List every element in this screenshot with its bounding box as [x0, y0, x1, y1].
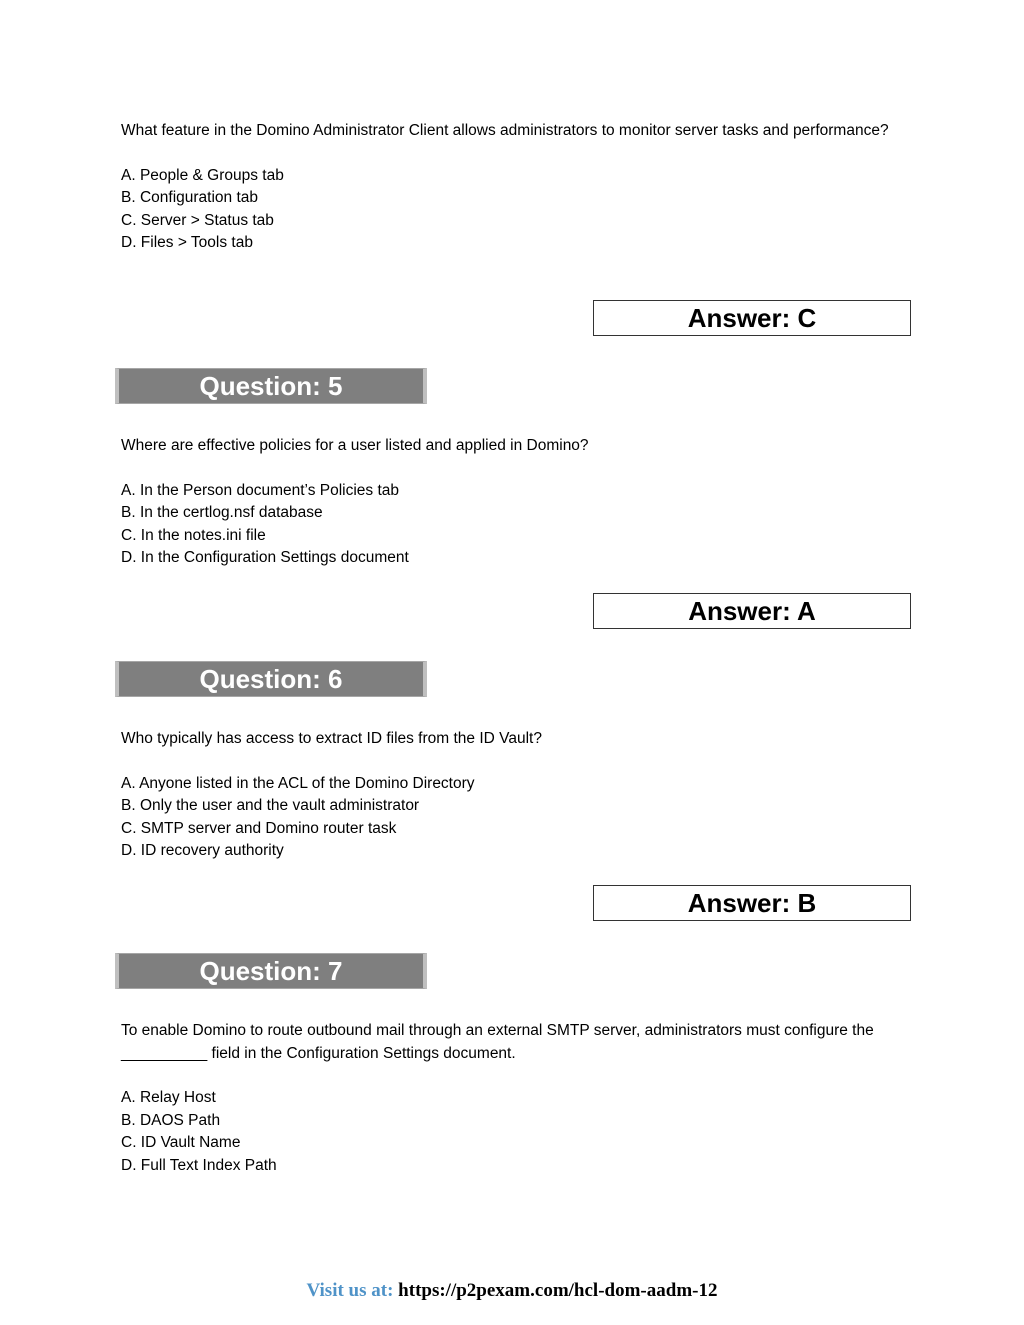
question-6-block: [121, 728, 911, 863]
option-b: B. DAOS Path: [121, 1111, 221, 1129]
option-d: D. Full Text Index Path: [121, 1156, 277, 1174]
question-5-heading: Question: 5: [115, 368, 427, 404]
option-a: A. People & Groups tab: [121, 166, 284, 184]
option-b: B. Only the user and the vault administrator: [121, 797, 420, 814]
question-6-text: Who typically has access to extract ID files from the ID Vault?: [121, 730, 542, 747]
question-7-options: [121, 1087, 911, 1177]
answer-box-q6: Answer: B: [593, 885, 911, 921]
option-c: C. In the notes.ini file: [121, 526, 266, 544]
question-6-options: [121, 773, 911, 863]
option-d: D. In the Configuration Settings document: [121, 549, 409, 566]
option-c: C. Server > Status tab: [121, 211, 274, 229]
answer-box-q5: Answer: A: [593, 593, 911, 629]
option-a: A. Anyone listed in the ACL of the Domino Directory: [121, 774, 475, 792]
question-7-block: [121, 1020, 911, 1177]
question-4-text: What feature in the Domino Administrator Client allows administrators to monitor server tasks and performance?: [121, 122, 889, 139]
question-7-heading: Question: 7: [115, 953, 427, 989]
page-footer: [0, 1280, 1024, 1302]
question-6-heading: Question: 6: [115, 661, 427, 697]
option-a: A. Relay Host: [121, 1089, 216, 1106]
footer-url-link[interactable]: https://p2pexam.com/hcl-dom-aadm-12: [398, 1280, 718, 1301]
question-5-text: Where are effective policies for a user listed and applied in Domino?: [121, 437, 589, 454]
option-b: B. In the certlog.nsf database: [121, 504, 323, 521]
option-c: C. SMTP server and Domino router task: [121, 819, 397, 837]
option-b: B. Configuration tab: [121, 189, 259, 206]
question-5-block: [121, 435, 911, 570]
question-4-block: [121, 120, 911, 255]
option-d: D. Files > Tools tab: [121, 234, 253, 251]
question-4-options: [121, 165, 911, 255]
option-d: D. ID recovery authority: [121, 842, 284, 859]
footer-label: Visit us at:: [306, 1280, 394, 1301]
answer-box-q4: Answer: C: [593, 300, 911, 336]
question-5-options: [121, 480, 911, 570]
option-c: C. ID Vault Name: [121, 1134, 241, 1151]
option-a: A. In the Person document’s Policies tab: [121, 481, 400, 499]
question-7-text: To enable Domino to route outbound mail through an external SMTP server, administrators must configure the __________ field in the Configuration Settings document.: [121, 1022, 874, 1062]
